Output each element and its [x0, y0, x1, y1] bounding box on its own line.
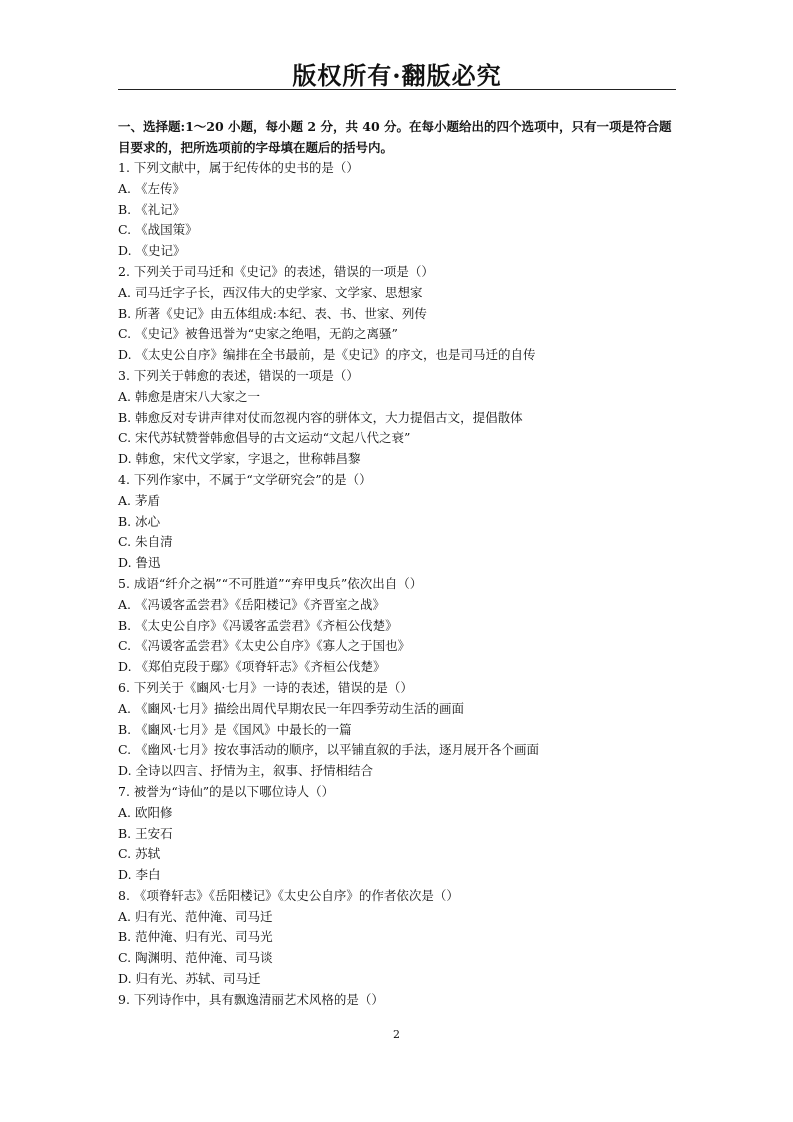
question-stem: 3. 下列关于韩愈的表述，错误的一项是（）: [118, 367, 359, 383]
question-stem: 5. 成语“纤介之祸”“不可胜道”“弃甲曳兵”依次出自（）: [118, 575, 423, 591]
answer-option: C. 《幽风·七月》按农事活动的顺序，以平铺直叙的手法，逐月展开各个画面: [118, 742, 540, 758]
answer-option: B. 《太史公自序》《冯谖客孟尝君》《齐桓公伐楚》: [118, 617, 398, 633]
answer-option: B. 所著《史记》由五体组成:本纪、表、书、世家、列传: [118, 305, 427, 321]
answer-option: D. 《郑伯克段于鄢》《项脊轩志》《齐桓公伐楚》: [118, 659, 386, 675]
answer-option: C. 朱自清: [118, 534, 173, 550]
question-block: [118, 158, 678, 262]
answer-option: A. 归有光、范仲淹、司马迁: [118, 908, 273, 924]
header-divider: [118, 89, 676, 90]
question-stem: 8. 《项脊轩志》《岳阳楼记》《太史公自序》的作者依次是（）: [118, 887, 459, 903]
answer-option: A. 司马迁字子长，西汉伟大的史学家、文学家、思想家: [118, 284, 423, 300]
answer-option: D. 李白: [118, 867, 161, 883]
question-stem: 4. 下列作家中，不属于“文学研究会”的是（）: [118, 471, 372, 487]
answer-option: B. 《豳风·七月》是《国风》中最长的一篇: [118, 721, 352, 737]
answer-option: C. 《冯谖客孟尝君》《太史公自序》《寡人之于国也》: [118, 638, 411, 654]
answer-option: A. 茅盾: [118, 492, 160, 508]
answer-option: B. 韩愈反对专讲声律对仗而忽视内容的骈体文，大力提倡古文，提倡散体: [118, 409, 523, 425]
question-block: [118, 990, 678, 1011]
question-stem: 9. 下列诗作中，具有飘逸清丽艺术风格的是（）: [118, 991, 384, 1007]
answer-option: A. 韩愈是唐宋八大家之一: [118, 388, 260, 404]
question-stem: 2. 下列关于司马迁和《史记》的表述，错误的一项是（）: [118, 263, 434, 279]
answer-option: D. 全诗以四言、抒情为主，叙事、抒情相结合: [118, 763, 374, 779]
answer-option: C. 《战国策》: [118, 222, 198, 238]
question-block: [118, 886, 678, 990]
answer-option: A. 《冯谖客孟尝君》《岳阳楼记》《齐晋室之战》: [118, 596, 385, 612]
answer-option: C. 苏轼: [118, 846, 161, 862]
question-block: [118, 782, 678, 886]
answer-option: C. 陶渊明、范仲淹、司马谈: [118, 950, 273, 966]
answer-option: C. 《史记》被鲁迅誉为“史家之绝唱，无韵之离骚”: [118, 326, 398, 342]
answer-option: B. 《礼记》: [118, 201, 186, 217]
answer-option: A. 《豳风·七月》描绘出周代早期农民一年四季劳动生活的画面: [118, 700, 464, 716]
answer-option: D. 鲁迅: [118, 555, 161, 571]
page-number: 2: [393, 1028, 400, 1041]
answer-option: B. 冰心: [118, 513, 161, 529]
question-block: [118, 678, 678, 782]
question-stem: 1. 下列文献中，属于纪传体的史书的是（）: [118, 160, 359, 175]
answer-option: D. 韩愈，宋代文学家，字退之，世称韩昌黎: [118, 451, 361, 467]
answer-option: A. 欧阳修: [118, 804, 173, 820]
answer-option: C. 宋代苏轼赞誉韩愈倡导的古文运动“文起八代之衰”: [118, 430, 411, 446]
document-body: [118, 116, 678, 1011]
answer-option: A. 《左传》: [118, 180, 185, 196]
question-stem: 7. 被誉为“诗仙”的是以下哪位诗人（）: [118, 783, 335, 799]
section-instructions: 一、选择题:1～20 小题，每小题 2 分，共 40 分。在每小题给出的四个选项中，只有一项是符合题目要求的，把所选项前的字母填在题后的括号内。: [118, 119, 672, 155]
question-stem: 6. 下列关于《豳风·七月》一诗的表述，错误的是（）: [118, 679, 413, 695]
answer-option: D. 《史记》: [118, 243, 186, 259]
question-block: [118, 470, 678, 574]
page-header-title: 版权所有·翻版必究: [292, 61, 502, 90]
answer-option: B. 范仲淹、归有光、司马光: [118, 929, 273, 945]
answer-option: D. 归有光、苏轼、司马迁: [118, 971, 261, 987]
question-block: [118, 366, 678, 470]
question-block: [118, 262, 678, 366]
question-list: [118, 158, 678, 1011]
question-block: [118, 574, 678, 678]
answer-option: D. 《太史公自序》编排在全书最前，是《史记》的序文，也是司马迁的自传: [118, 347, 536, 363]
answer-option: B. 王安石: [118, 825, 173, 841]
